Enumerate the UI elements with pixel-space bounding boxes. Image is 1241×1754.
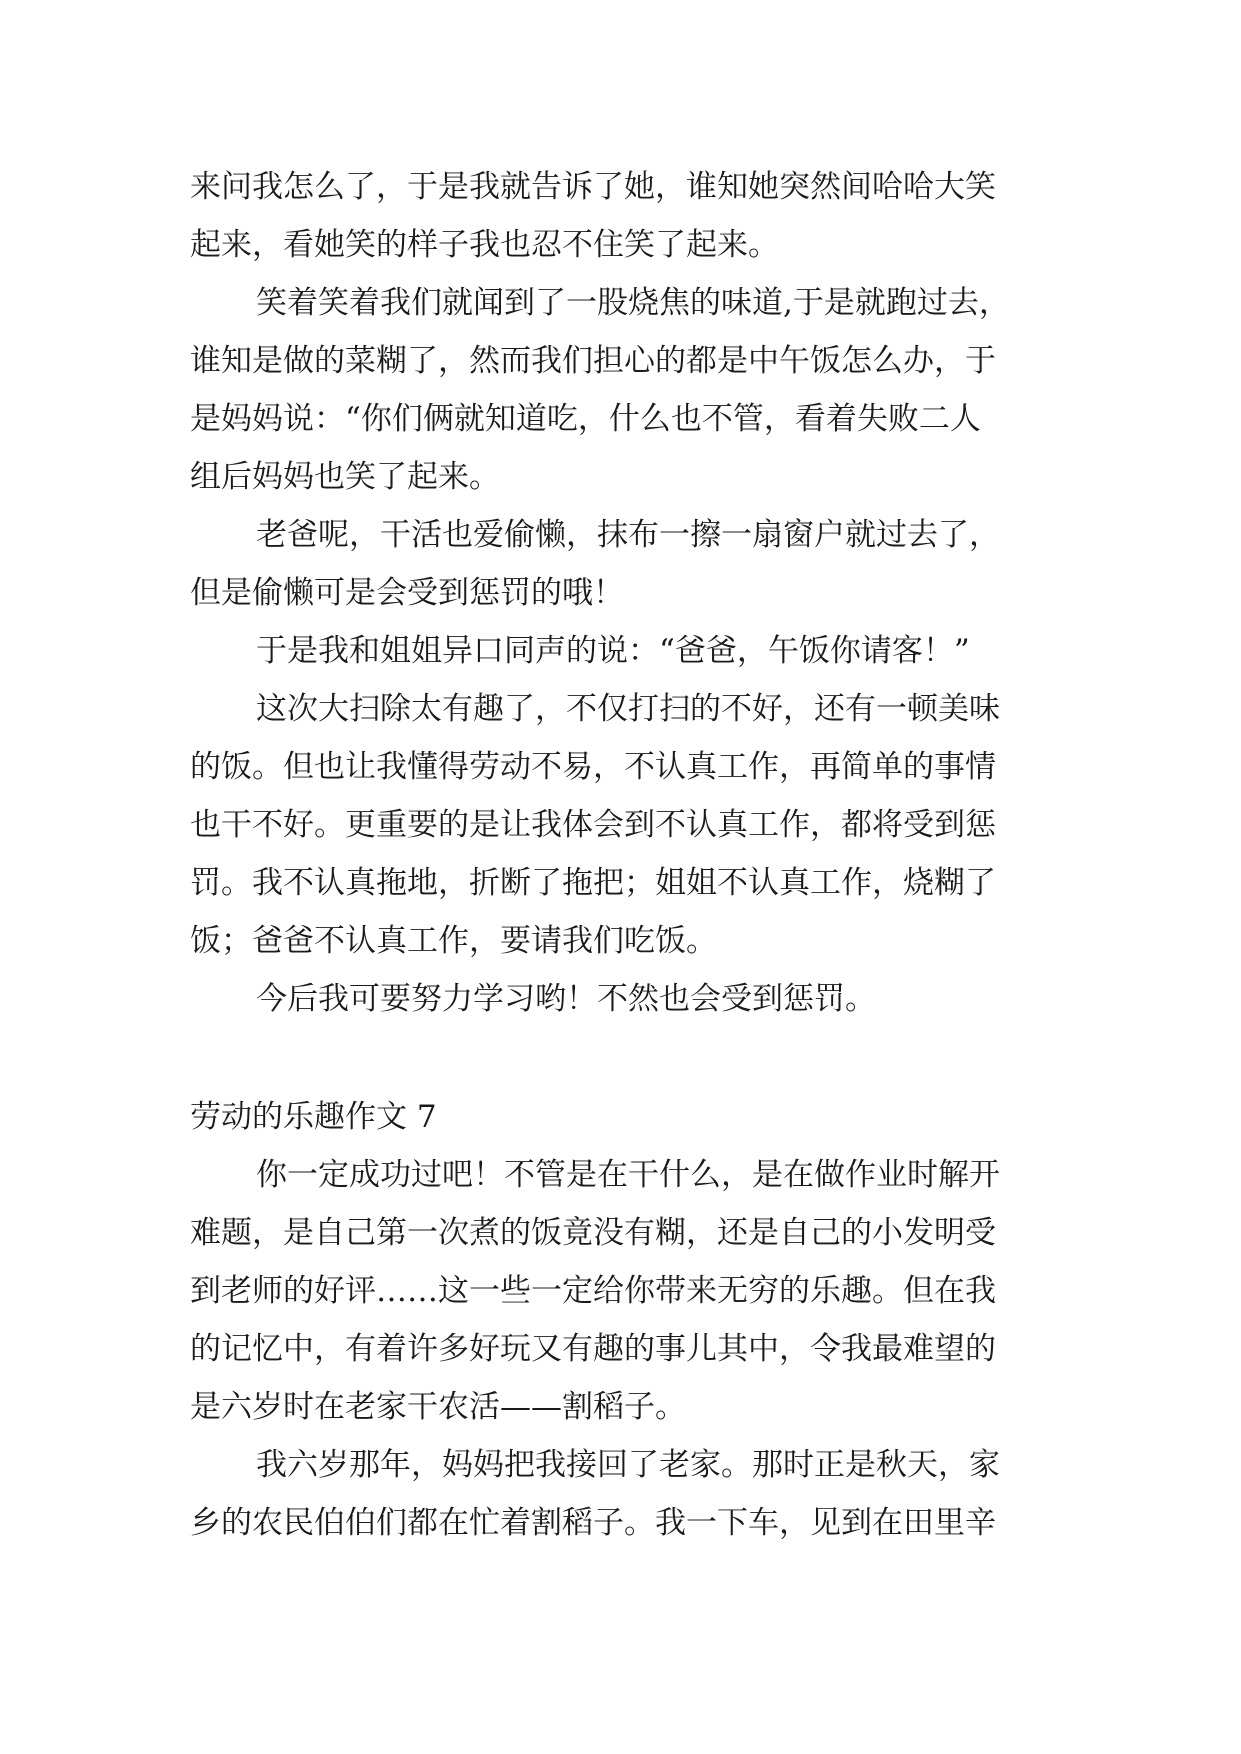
text-line: 是六岁时在老家干农活——割稻子。 <box>190 1389 686 1425</box>
text-line: 这次大扫除太有趣了，不仅打扫的不好，还有一顿美味 <box>256 691 1000 727</box>
text-line: 起来，看她笑的样子我也忍不住笑了起来。 <box>190 227 779 263</box>
section-title: 劳动的乐趣作文 7 <box>190 1099 437 1135</box>
text-line: 的饭。但也让我懂得劳动不易，不认真工作，再简单的事情 <box>190 749 996 785</box>
text-line: 乡的农民伯伯们都在忙着割稻子。我一下车，见到在田里辛 <box>190 1505 996 1541</box>
text-line: 老爸呢，干活也爱偷懒，抹布一擦一扇窗户就过去了， <box>256 517 1000 553</box>
text-line: 于是我和姐姐异口同声的说：“爸爸，午饭你请客！” <box>256 633 970 669</box>
text-line: 我六岁那年，妈妈把我接回了老家。那时正是秋天，家 <box>256 1447 1000 1483</box>
text-line: 组后妈妈也笑了起来。 <box>190 459 500 495</box>
text-line: 难题，是自己第一次煮的饭竟没有糊，还是自己的小发明受 <box>190 1215 996 1251</box>
text-line: 饭；爸爸不认真工作，要请我们吃饭。 <box>190 923 717 959</box>
text-line: 但是偷懒可是会受到惩罚的哦！ <box>190 575 624 611</box>
text-line: 的记忆中，有着许多好玩又有趣的事儿其中，令我最难望的 <box>190 1331 996 1367</box>
text-line: 来问我怎么了，于是我就告诉了她，谁知她突然间哈哈大笑 <box>190 169 996 205</box>
text-line: 你一定成功过吧！不管是在干什么，是在做作业时解开 <box>256 1157 1000 1193</box>
text-line: 今后我可要努力学习哟！不然也会受到惩罚。 <box>256 981 876 1017</box>
text-line: 也干不好。更重要的是让我体会到不认真工作，都将受到惩 <box>190 807 996 843</box>
document-body <box>190 158 1090 1552</box>
text-line: 罚。我不认真拖地，折断了拖把；姐姐不认真工作，烧糊了 <box>190 865 996 901</box>
text-line: 谁知是做的菜糊了，然而我们担心的都是中午饭怎么办，于 <box>190 343 996 379</box>
text-line: 是妈妈说：“你们俩就知道吃，什么也不管，看着失败二人 <box>190 401 981 437</box>
text-line: 到老师的好评……这一些一定给你带来无穷的乐趣。但在我 <box>190 1273 996 1309</box>
text-line: 笑着笑着我们就闻到了一股烧焦的味道,于是就跑过去， <box>256 285 1010 321</box>
